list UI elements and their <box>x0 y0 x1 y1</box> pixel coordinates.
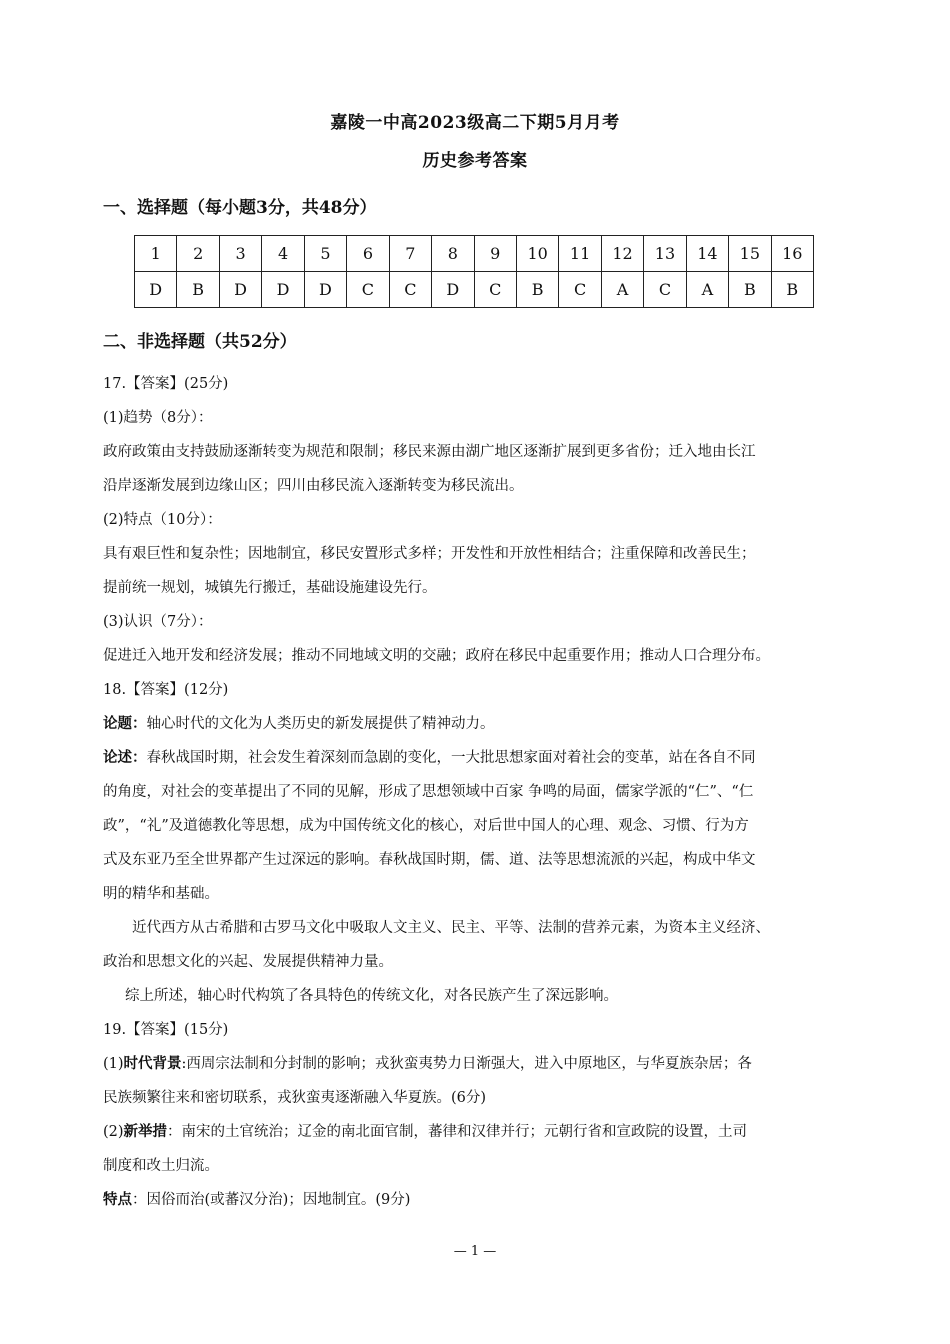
answer-cell: C <box>644 272 686 308</box>
answer-line <box>103 537 853 571</box>
answer-line <box>103 1081 853 1115</box>
line-text: 轴心时代的文化为人类历史的新发展提供了精神动力。 <box>146 716 495 732</box>
line-text: 春秋战国时期，社会发生着深刻而急剧的变化，一大批思想家面对着社会的变革，站在各自不同 <box>146 750 756 766</box>
line-text: 近代西方从古希腊和古罗马文化中吸取人文主义、民主、平等、法制的营养元素，为资本主义经济、 <box>132 920 770 936</box>
answer-line <box>103 1115 853 1149</box>
line-text: 17.【答案】(25分) <box>103 376 229 392</box>
line-label: 新举措 <box>123 1123 168 1140</box>
answer-cell: D <box>262 272 304 308</box>
answer-cell: A <box>686 272 728 308</box>
question-number-row <box>135 236 814 272</box>
line-prefix: (2) <box>103 1124 124 1140</box>
answer-cell: D <box>135 272 177 308</box>
question-number-cell: 9 <box>474 236 516 272</box>
question-number-cell: 8 <box>432 236 474 272</box>
line-text: 促进迁入地开发和经济发展；推动不同地域文明的交融；政府在移民中起重要作用；推动人口合理分布。 <box>103 648 770 664</box>
question-number-cell: 15 <box>729 236 771 272</box>
answer-line <box>103 877 853 911</box>
line-text: :西周宗法制和分封制的影响；戎狄蛮夷势力日渐强大，进入中原地区，与华夏族杂居；各 <box>181 1056 752 1072</box>
answer-cell: B <box>516 272 558 308</box>
question-number-cell: 16 <box>771 236 813 272</box>
question-number-cell: 11 <box>559 236 601 272</box>
line-prefix: (1) <box>103 1056 124 1072</box>
answer-cell: B <box>771 272 813 308</box>
line-text: ：南宋的土官统治；辽金的南北面官制，蕃律和汉律并行；元朝行省和宣政院的设置，土司 <box>167 1124 748 1140</box>
line-text: 18.【答案】(12分) <box>103 682 229 698</box>
question-number-cell: 7 <box>389 236 431 272</box>
answer-line <box>103 605 853 639</box>
line-label: 特点 <box>103 1191 132 1208</box>
line-text: 综上所述，轴心时代构筑了各具特色的传统文化，对各民族产生了深远影响。 <box>125 988 618 1004</box>
line-text: (3)认识（7分）： <box>103 614 213 630</box>
answer-line <box>103 809 853 843</box>
question-number-cell: 14 <box>686 236 728 272</box>
answer-line <box>103 707 853 741</box>
answer-line <box>103 1013 853 1047</box>
answer-line <box>103 741 853 775</box>
line-text: 式及东亚乃至全世界都产生过深远的影响。春秋战国时期，儒、道、法等思想流派的兴起，构成中华文 <box>103 852 756 868</box>
line-text: 提前统一规划，城镇先行搬迁，基础设施建设先行。 <box>103 580 437 596</box>
answer-line <box>103 401 853 435</box>
answer-cell: C <box>559 272 601 308</box>
question-number-cell: 10 <box>516 236 558 272</box>
question-number-cell: 3 <box>219 236 261 272</box>
line-text: (1)趋势（8分）： <box>103 410 213 426</box>
answer-line <box>103 945 853 979</box>
line-text: 制度和改土归流。 <box>103 1158 219 1174</box>
answer-cell: B <box>729 272 771 308</box>
line-label: 论题： <box>103 715 147 732</box>
answer-cell: D <box>432 272 474 308</box>
answer-line <box>103 911 853 945</box>
line-text: 政治和思想文化的兴起、发展提供精神力量。 <box>103 954 393 970</box>
answer-line <box>103 979 853 1013</box>
answer-row <box>135 272 814 308</box>
answer-line <box>103 367 853 401</box>
line-text: 沿岸逐渐发展到边缘山区；四川由移民流入逐渐转变为移民流出。 <box>103 478 524 494</box>
answer-line <box>103 571 853 605</box>
line-text: 政府政策由支持鼓励逐渐转变为规范和限制；移民来源由湖广地区逐渐扩展到更多省份；迁入地由长江 <box>103 444 756 460</box>
answer-cell: B <box>177 272 219 308</box>
answer-line <box>103 673 853 707</box>
line-text: 政”，“礼”及道德教化等思想，成为中国传统文化的核心，对后世中国人的心理、观念、习惯、行为方 <box>103 818 749 834</box>
answer-cell: C <box>347 272 389 308</box>
question-number-cell: 1 <box>135 236 177 272</box>
section-non-choice-heading: 二、非选择题（共52分） <box>103 332 297 352</box>
line-text: 具有艰巨性和复杂性；因地制宜，移民安置形式多样；开发性和开放性相结合；注重保障和改善民生； <box>103 546 756 562</box>
line-label: 论述： <box>103 749 147 766</box>
line-text: 明的精华和基础。 <box>103 886 219 902</box>
answer-line <box>103 775 853 809</box>
answer-line <box>103 1047 853 1081</box>
answer-body <box>103 367 853 1217</box>
answer-cell: D <box>219 272 261 308</box>
question-number-cell: 12 <box>601 236 643 272</box>
question-number-cell: 2 <box>177 236 219 272</box>
exam-title: 嘉陵一中高2023级高二下期5月月考 <box>330 113 620 133</box>
answer-line <box>103 435 853 469</box>
question-number-cell: 4 <box>262 236 304 272</box>
answer-table <box>134 235 814 308</box>
answer-cell: D <box>304 272 346 308</box>
exam-subtitle: 历史参考答案 <box>422 151 528 171</box>
answer-line <box>103 469 853 503</box>
answer-line <box>103 1149 853 1183</box>
answer-cell: A <box>601 272 643 308</box>
line-text: ：因俗而治(或蕃汉分治)；因地制宜。(9分) <box>132 1192 411 1208</box>
line-text: 民族频繁往来和密切联系，戎狄蛮夷逐渐融入华夏族。(6分) <box>103 1090 487 1106</box>
line-text: 的角度，对社会的变革提出了不同的见解，形成了思想领域中百家 争鸣的局面，儒家学派的“仁”、“仁 <box>103 784 754 800</box>
answer-line <box>103 503 853 537</box>
line-label: 时代背景 <box>123 1055 182 1072</box>
page-number: — 1 — <box>453 1244 497 1259</box>
answer-cell: C <box>389 272 431 308</box>
answer-line <box>103 639 853 673</box>
question-number-cell: 5 <box>304 236 346 272</box>
answer-cell: C <box>474 272 516 308</box>
line-text: 19.【答案】(15分) <box>103 1022 229 1038</box>
answer-line <box>103 843 853 877</box>
answer-line <box>103 1183 853 1217</box>
question-number-cell: 6 <box>347 236 389 272</box>
section-multiple-choice-heading: 一、选择题（每小题3分，共48分） <box>103 198 377 218</box>
line-text: (2)特点（10分）： <box>103 512 222 528</box>
question-number-cell: 13 <box>644 236 686 272</box>
